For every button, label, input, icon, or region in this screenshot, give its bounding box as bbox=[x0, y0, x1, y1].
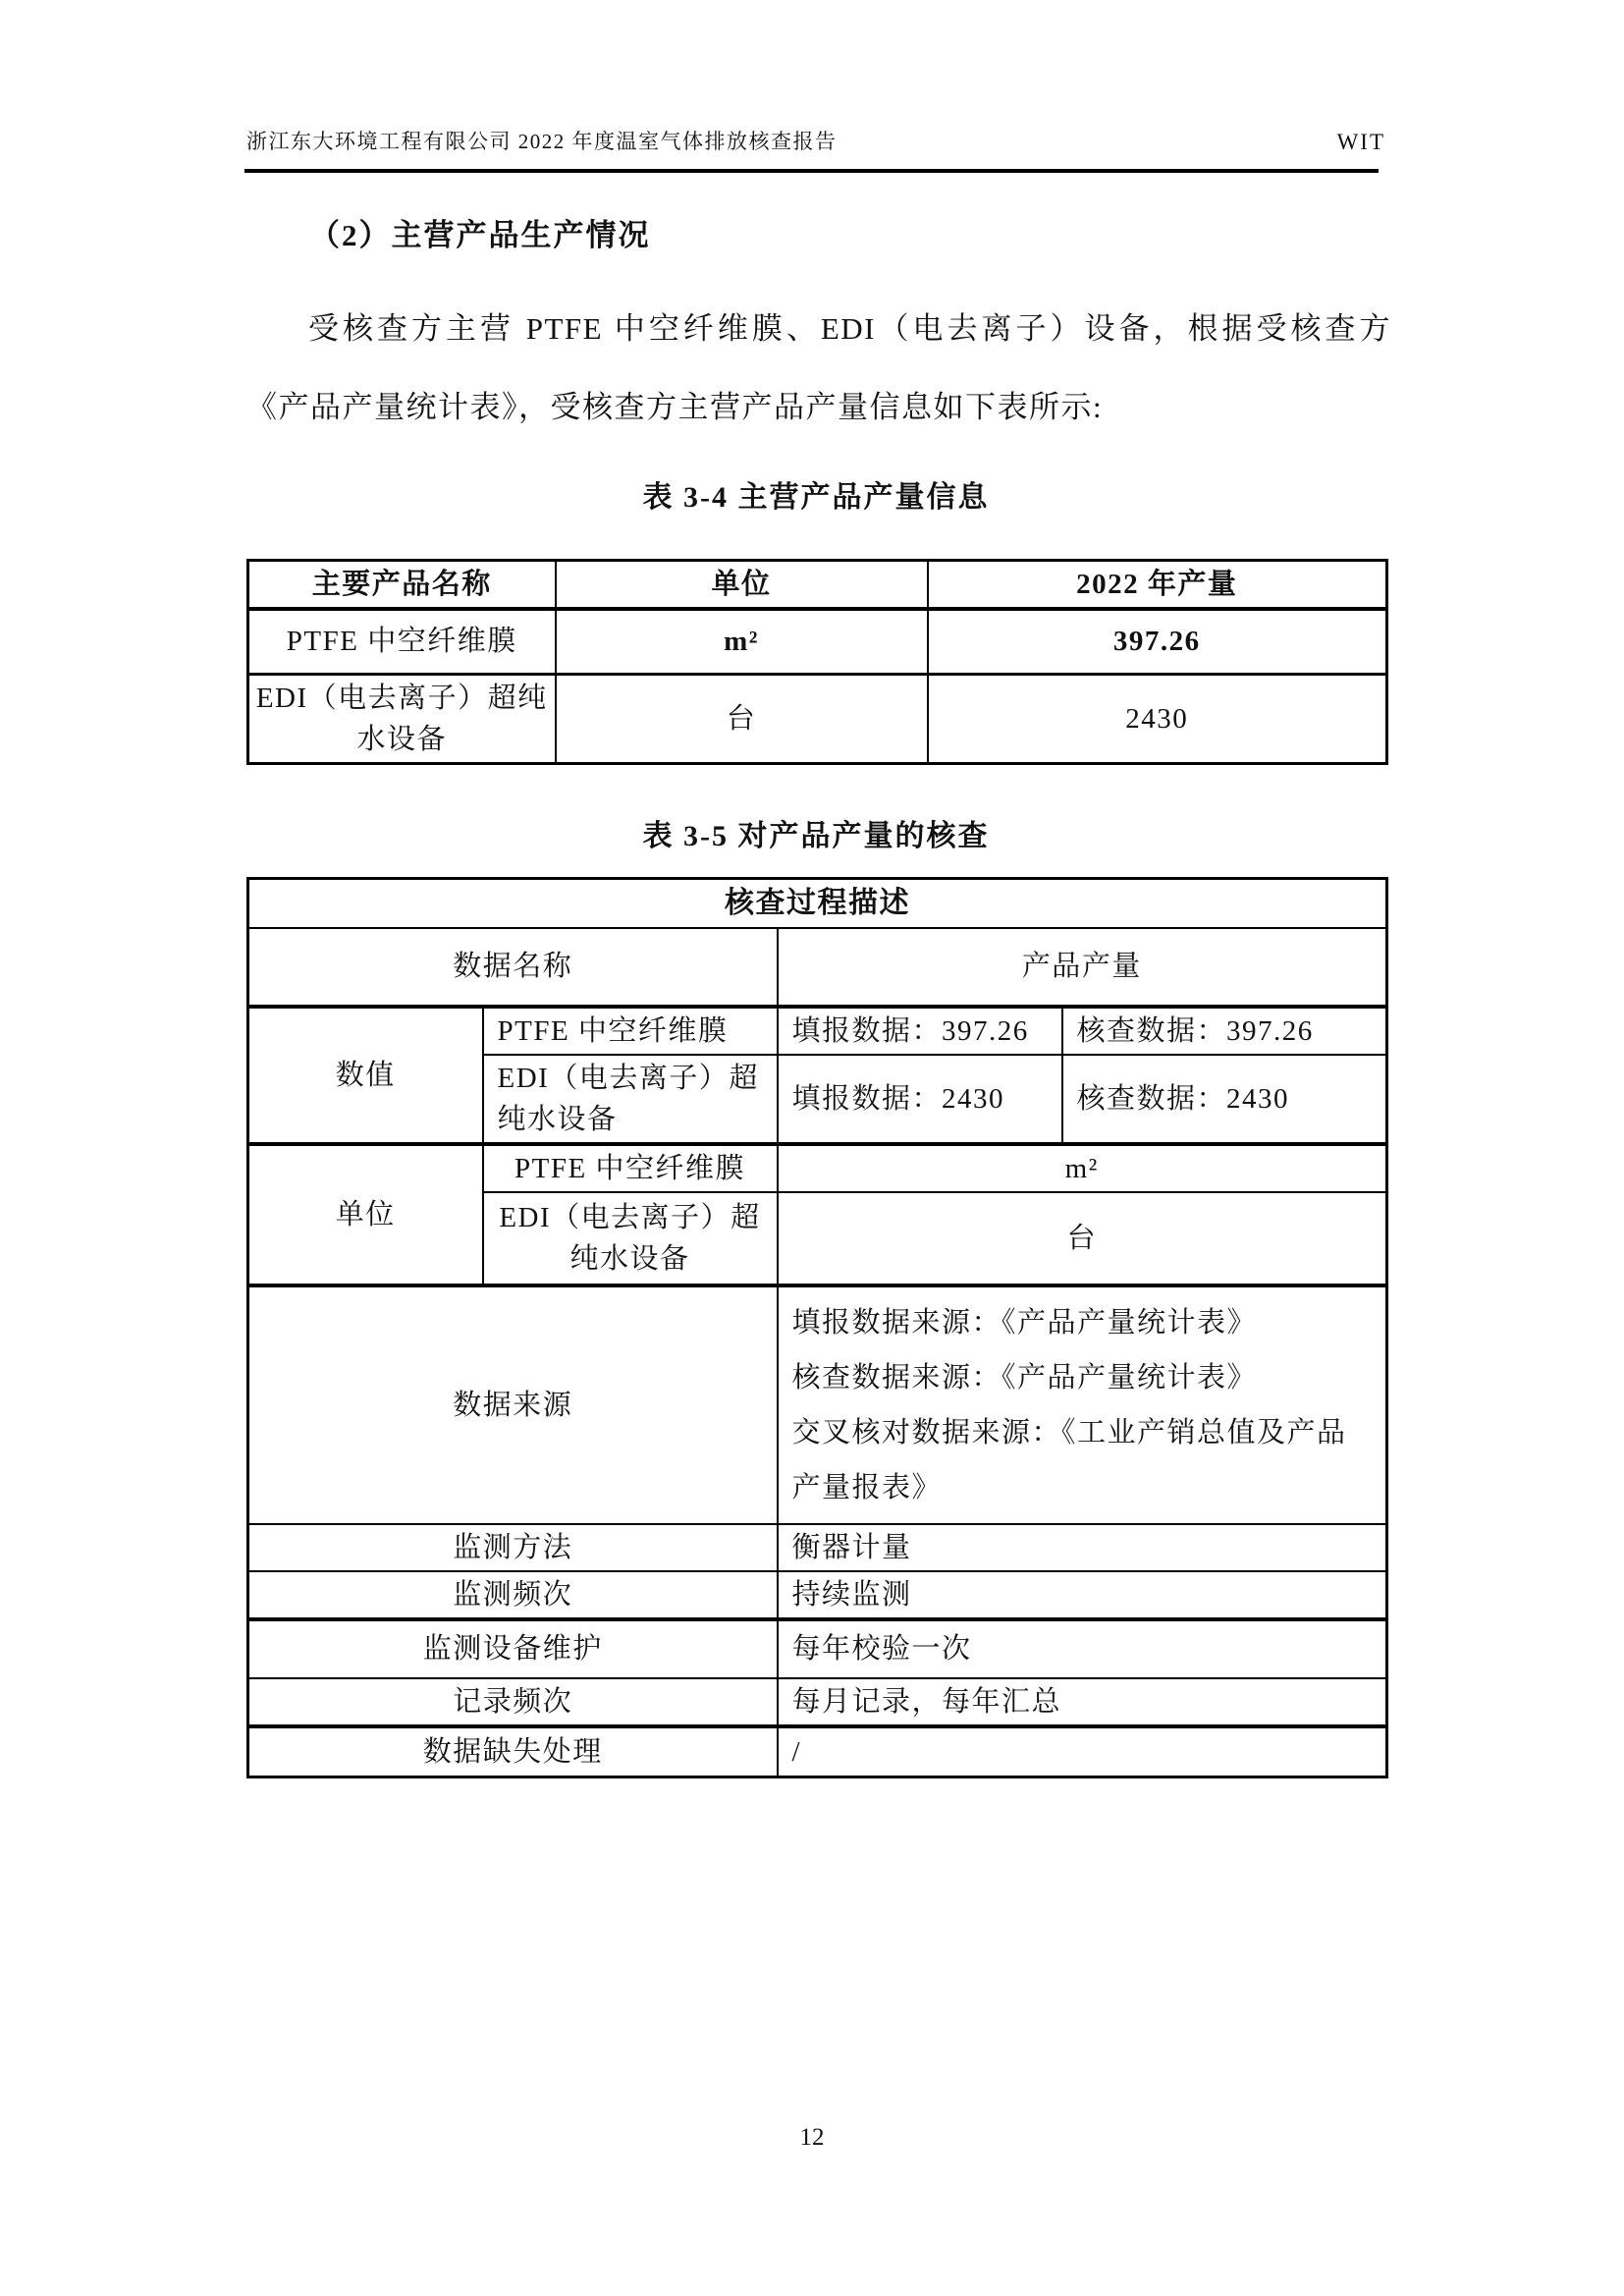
cell-unit-value: m² bbox=[778, 1144, 1387, 1192]
cell-product: EDI（电去离子）超纯水设备 bbox=[483, 1055, 778, 1144]
cell-info-value: 每年校验一次 bbox=[778, 1619, 1387, 1678]
header-report-title: 浙江东大环境工程有限公司 2022 年度温室气体排放核查报告 bbox=[246, 130, 838, 153]
cell-unit-value: 台 bbox=[778, 1192, 1387, 1285]
cell-info-value: 持续监测 bbox=[778, 1571, 1387, 1619]
col-header-unit: 单位 bbox=[556, 561, 928, 610]
table-3-5 bbox=[246, 877, 1388, 1778]
numeric-row-ptfe bbox=[248, 1007, 1387, 1055]
data-source-row bbox=[248, 1285, 1387, 1524]
paragraph-line-2: 《产品产量统计表》，受核查方主营产品产量信息如下表所示: bbox=[246, 390, 1104, 424]
header-rule bbox=[244, 169, 1379, 173]
cell-info-value: 每月记录，每年汇总 bbox=[778, 1678, 1387, 1726]
page-number: 12 bbox=[799, 2124, 825, 2151]
cell-numeric-label: 数值 bbox=[248, 1007, 483, 1144]
info-row-record-frequency bbox=[248, 1678, 1387, 1726]
cell-verified-value: 核查数据：397.26 bbox=[1062, 1007, 1387, 1055]
col-header-output-2022: 2022 年产量 bbox=[928, 561, 1387, 610]
info-row-missing-data bbox=[248, 1726, 1387, 1777]
table-row bbox=[248, 609, 1387, 674]
cell-data-source-label: 数据来源 bbox=[248, 1285, 778, 1524]
cell-product: PTFE 中空纤维膜 bbox=[483, 1144, 778, 1192]
cell-process-header: 核查过程描述 bbox=[248, 879, 1387, 928]
paragraph-line-1: 受核查方主营 PTFE 中空纤维膜、EDI（电去离子）设备，根据受核查方 bbox=[308, 311, 1391, 346]
cell-verified-value: 核查数据：2430 bbox=[1062, 1055, 1387, 1144]
cell-unit-label: 单位 bbox=[248, 1144, 483, 1285]
cell-output: 397.26 bbox=[928, 609, 1387, 674]
cell-data-name-value: 产品产量 bbox=[778, 928, 1387, 1007]
col-header-product-name: 主要产品名称 bbox=[248, 561, 556, 610]
cell-info-value: / bbox=[778, 1726, 1387, 1777]
cell-info-value: 衡器计量 bbox=[778, 1524, 1387, 1571]
table-row bbox=[248, 674, 1387, 763]
table-3-4 bbox=[246, 559, 1388, 765]
cell-info-label: 数据缺失处理 bbox=[248, 1726, 778, 1777]
source-line-reported: 填报数据来源：《产品产量统计表》 bbox=[791, 1306, 1258, 1339]
cell-product-name: EDI（电去离子）超纯水设备 bbox=[248, 674, 556, 763]
source-line-verified: 核查数据来源：《产品产量统计表》 bbox=[791, 1361, 1258, 1394]
table-3-4-title: 表 3-4 主营产品产量信息 bbox=[642, 481, 990, 514]
cell-output: 2430 bbox=[928, 674, 1387, 763]
data-name-row bbox=[248, 928, 1387, 1007]
cell-unit: 台 bbox=[556, 674, 928, 763]
process-header-row bbox=[248, 879, 1387, 928]
cell-reported-value: 填报数据：2430 bbox=[778, 1055, 1062, 1144]
table-3-5-title: 表 3-5 对产品产量的核查 bbox=[642, 820, 990, 852]
info-row-monitor-method bbox=[248, 1524, 1387, 1571]
cell-product: EDI（电去离子）超纯水设备 bbox=[483, 1192, 778, 1285]
cell-data-name-label: 数据名称 bbox=[248, 928, 778, 1007]
cell-info-label: 记录频次 bbox=[248, 1678, 778, 1726]
cell-reported-value: 填报数据：397.26 bbox=[778, 1007, 1062, 1055]
cell-info-label: 监测设备维护 bbox=[248, 1619, 778, 1678]
page-header bbox=[246, 126, 1385, 155]
cell-info-label: 监测频次 bbox=[248, 1571, 778, 1619]
header-logo-text: WIT bbox=[1336, 130, 1385, 154]
info-row-monitor-frequency bbox=[248, 1571, 1387, 1619]
cell-product-name: PTFE 中空纤维膜 bbox=[248, 609, 556, 674]
unit-row-ptfe bbox=[248, 1144, 1387, 1192]
table-3-4-header-row bbox=[248, 561, 1387, 610]
cell-unit: m² bbox=[556, 609, 928, 674]
body-paragraph bbox=[246, 290, 1391, 447]
cell-product: PTFE 中空纤维膜 bbox=[483, 1007, 778, 1055]
info-row-equipment-maintenance bbox=[248, 1619, 1387, 1678]
section-heading: （2）主营产品生产情况 bbox=[309, 218, 651, 252]
cell-data-source-value bbox=[778, 1285, 1387, 1524]
source-line-crosscheck: 交叉核对数据来源：《工业产销总值及产品产量报表》 bbox=[791, 1416, 1347, 1503]
cell-info-label: 监测方法 bbox=[248, 1524, 778, 1571]
